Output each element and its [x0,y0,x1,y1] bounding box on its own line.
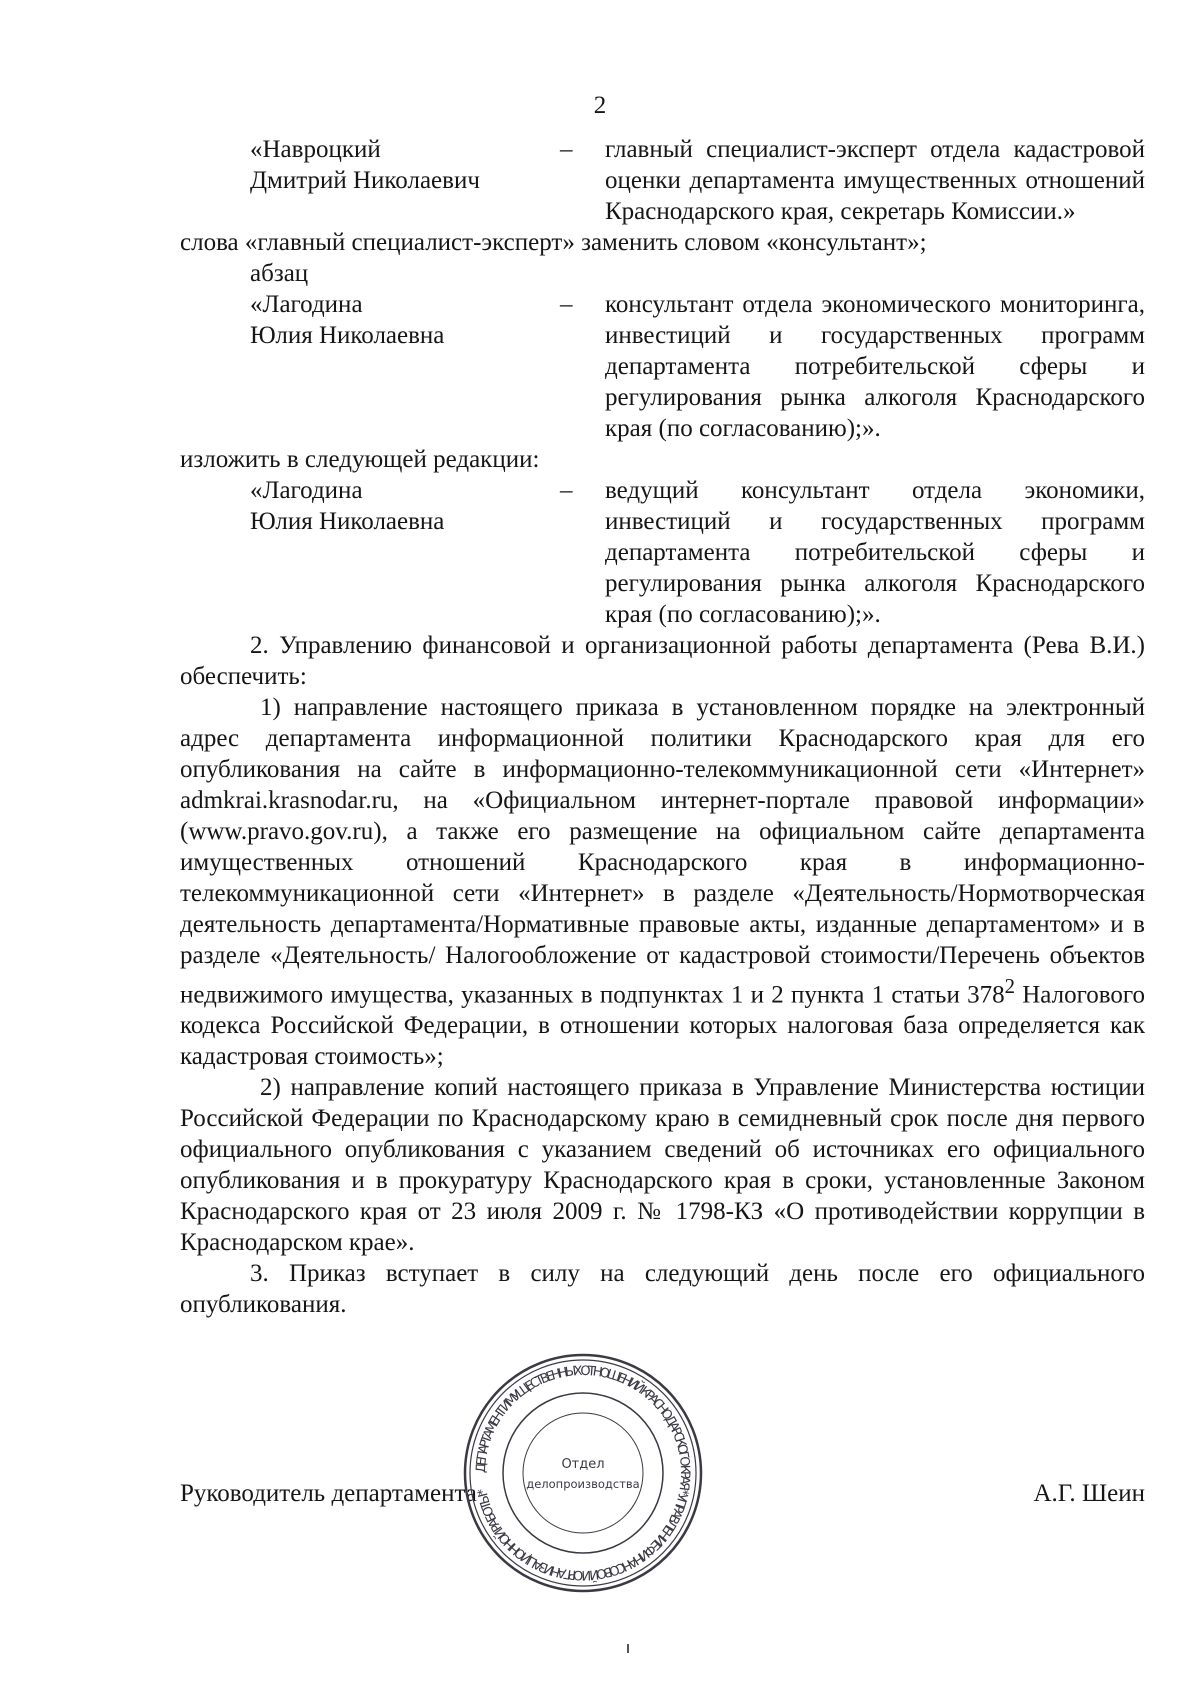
item-2-1-text: 1) направление настоящего приказа в установленном порядке на электронный адрес департамента информационной политики Краснодарского края для его опубликования на сайте в информационно-телекоммуникационной сети «Интернет» admkrai.krasnodar.ru, на «Официальном интернет-портале правовой информации» (www.pravo.gov.ru), а также его размещение на официальном сайте департамента имущественных отношений Краснодарского края в информационно-телекоммуникационной сети «Интернет» в разделе «Деятельность/Нормотворческая деятельность департамента/Нормативные правовые акты, изданные департаментом» и в разделе «Деятельность/ Налогообложение от кадастровой стоимости/Перечень объектов недвижимого имущества, указанных в подпунктах 1 и 2 пункта 1 статьи 378 [180,694,1145,1009]
item-3-paragraph: 3. Приказ вступает в силу на следующий день после его официального опубликования. [180,1260,1145,1319]
seal-center-line2: делопроизводства [526,1477,640,1491]
member-name [250,475,550,537]
article-superscript: 2 [1004,974,1015,998]
member-given-names: Дмитрий Николаевич [250,167,480,194]
signature-name: А.Г. Шеин [1033,1480,1145,1507]
member-surname: «Лагодина [250,477,363,504]
member-dash: – [560,477,573,504]
scan-mark [627,1644,629,1653]
member-role: ведущий консультант отдела экономики, инвестиций и государственных программ департамента потребительской сферы и регулирования рынка алкоголя Краснодарского края (по согласованию);». [605,477,1145,628]
seal-outer-ring-thin [470,1360,696,1586]
member-role: главный специалист-эксперт отдела кадастровой оценки департамента имущественных отношений Краснодарского края, секретарь Комиссии.» [605,136,1145,225]
member-entry-lagodina-new [180,475,1145,630]
seal-inner-ring [503,1393,663,1553]
item-2-2-paragraph: 2) направление копий настоящего приказа в Управление Министерства юстиции Российской Федерации по Краснодарскому краю в семидневный срок после дня первого официального опубликования с указанием сведений об источниках его официального опубликования и в прокуратуру Краснодарского края в сроки, установленные Законом Краснодарского края от 23 июля 2009 г. № 1798-КЗ «О противодействии коррупции в Краснодарском крае». [180,1074,1145,1257]
member-name [250,134,550,196]
abzac-label: абзац [250,260,309,287]
member-dash: – [560,136,573,163]
member-entry-lagodina-old [180,289,1145,444]
item-2-1-text-end: Налогового кодекса Российской Федерации, в отношении которых налоговая база определяется как кадастровая стоимость»; [180,981,1145,1071]
member-surname: «Лагодина [250,291,363,318]
member-surname: «Навроцкий [250,136,381,163]
official-seal [458,1348,708,1598]
seal-center-line1: Отдел [561,1457,605,1472]
member-entry-navrotsky [180,134,1145,227]
new-edition-instruction: изложить в следующей редакции: [180,446,540,473]
seal-center-ring [523,1413,643,1533]
member-given-names: Юлия Николаевна [250,508,445,535]
seal-ring-text: ДЕПАРТАМЕНТ ИМУЩЕСТВЕННЫХ ОТНОШЕНИЙ КРАСНОДАРСКОГО КРАЯ * УПРАВЛЕНИЕ ФИНАНСОВОЙ И ОРГАНИЗАЦИОННОЙ РАБОТЫ * [473,1363,693,1583]
seal-graphic [465,1355,701,1591]
document-body [180,134,1145,1320]
item-2-paragraph: 2. Управлению финансовой и организационной работы департамента (Рева В.И.) обеспечить: [180,632,1145,690]
member-given-names: Юлия Николаевна [250,322,445,349]
page-number: 2 [593,92,607,119]
member-role: консультант отдела экономического мониторинга, инвестиций и государственных программ департамента потребительской сферы и регулирования рынка алкоголя Краснодарского края (по согласованию);». [605,291,1145,442]
signature-title: Руководитель департамента [180,1480,477,1507]
item-2-1-paragraph [180,692,1145,1072]
replace-words-instruction: слова «главный специалист-эксперт» заменить словом «консультант»; [180,229,927,256]
member-name [250,289,550,351]
seal-outer-ring [465,1355,701,1591]
member-dash: – [560,291,573,318]
